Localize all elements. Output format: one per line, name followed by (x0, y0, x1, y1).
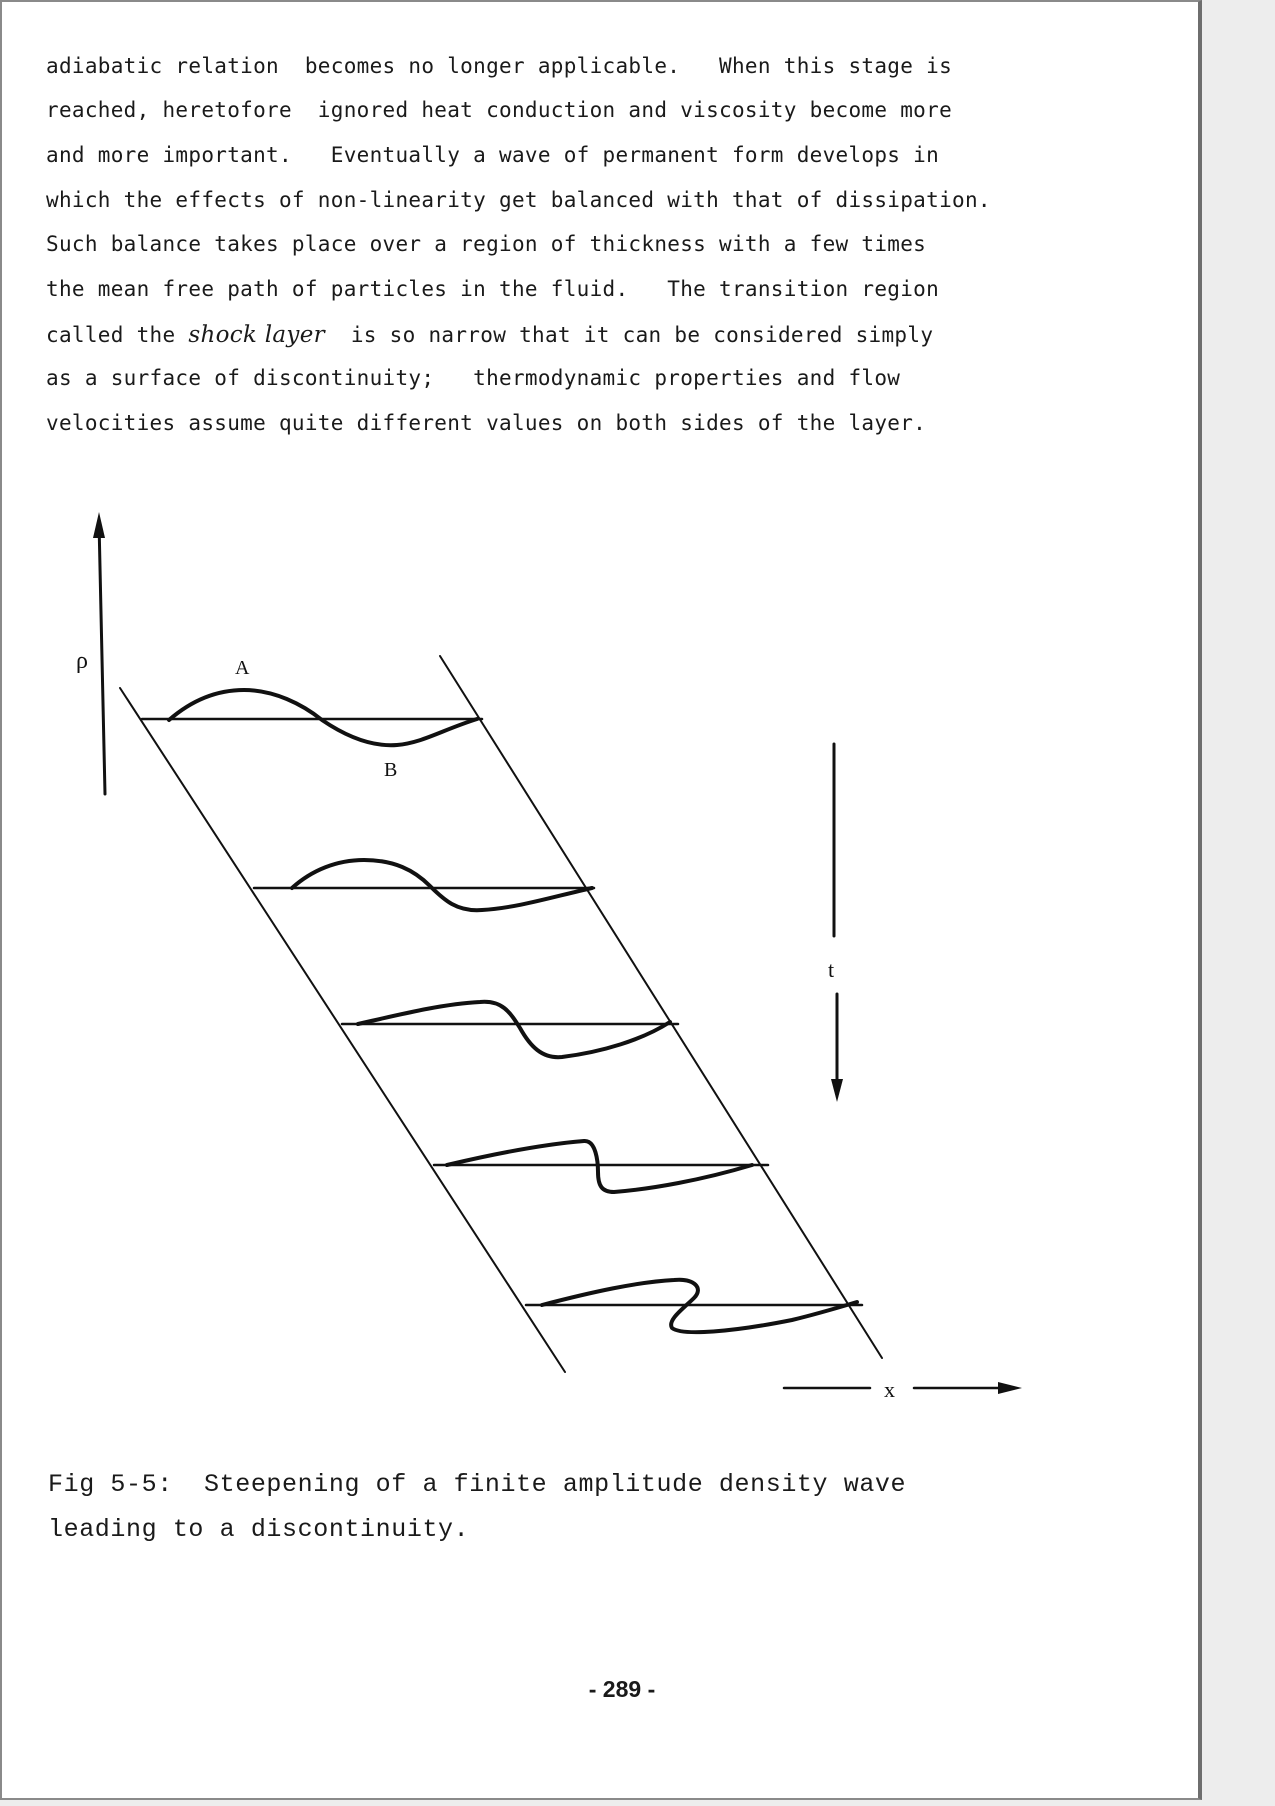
text-line-1: adiabatic relation becomes no longer applicable. When this stage is (46, 54, 953, 78)
rho-axis-arrowhead (93, 512, 105, 538)
text-line-8: as a surface of discontinuity; thermodynamic properties and flow (46, 366, 901, 390)
x-axis-arrowhead (998, 1382, 1022, 1394)
text-line-7-start: called the (46, 323, 189, 347)
wave-steepening-figure (2, 2, 1202, 1422)
text-line-4: which the effects of non-linearity get balanced with that of dissipation. (46, 188, 991, 212)
right-boundary-line (440, 656, 882, 1358)
text-line-3: and more important. Eventually a wave of permanent form develops in (46, 143, 940, 167)
t-axis-label: t (828, 957, 835, 982)
wave-profile-2 (292, 860, 592, 910)
rho-axis-label: ρ (76, 648, 88, 674)
left-boundary-line (120, 688, 565, 1372)
figure-caption-line-1: Fig 5-5: Steepening of a finite amplitude density wave (48, 1470, 907, 1499)
text-line-9: velocities assume quite different values on both sides of the layer. (46, 411, 927, 435)
x-axis-label: x (884, 1377, 895, 1402)
t-axis-arrowhead (831, 1079, 843, 1102)
text-line-2: reached, heretofore ignored heat conduction and viscosity become more (46, 98, 953, 122)
figure-caption-line-2: leading to a discontinuity. (48, 1515, 470, 1544)
text-line-5: Such balance takes place over a region of thickness with a few times (46, 232, 927, 256)
text-line-7-end: is so narrow that it can be considered simply (324, 323, 934, 347)
wave-profile-1 (169, 690, 477, 745)
wave-profile-3 (358, 1002, 670, 1057)
wave-profile-4 (447, 1141, 752, 1192)
label-a: A (235, 657, 250, 679)
page-number: - 289 - (588, 1676, 656, 1702)
shock-layer-term: shock layer (188, 322, 325, 348)
rho-axis (99, 522, 105, 794)
text-line-6: the mean free path of particles in the fluid. The transition region (46, 277, 940, 301)
label-b: B (384, 759, 398, 781)
